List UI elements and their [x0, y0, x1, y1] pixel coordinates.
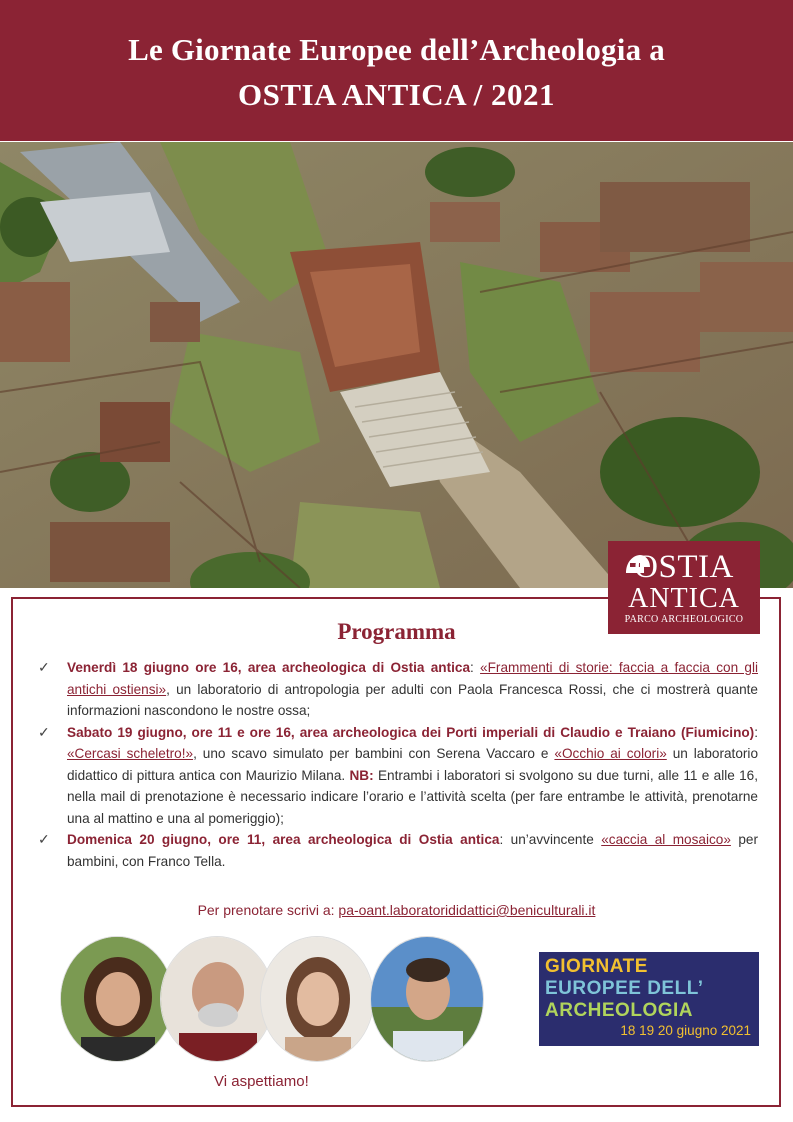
logo-antica: ANTICA [628, 583, 740, 614]
avatar [370, 936, 484, 1062]
avatar [60, 936, 174, 1062]
ostia-antica-logo [608, 541, 760, 634]
aerial-photo-illustration [0, 142, 793, 588]
list-item [38, 829, 758, 872]
separator: : un’avvincente [499, 832, 602, 847]
event-date-3: Domenica 20 giugno, ore 11, area archeologica di Ostia antica [67, 832, 500, 847]
closing-text: Vi aspettiamo! [214, 1073, 309, 1090]
gea-row-2: EUROPEE DELL’ [545, 978, 704, 999]
separator: : [754, 724, 758, 740]
aerial-photo-ostia [0, 142, 793, 588]
checkmark-icon: ✓ [38, 659, 50, 675]
checkmark-icon: ✓ [38, 723, 50, 740]
event-desc-2b: un laboratorio didattico di pittura antica con Maurizio Milana. [67, 746, 758, 783]
programme-list [38, 657, 758, 872]
header-banner [0, 0, 793, 141]
list-item [38, 722, 758, 830]
event-date-2: Sabato 19 giugno, ore 11 e ore 16, area archeologica dei Porti imperiali di Claudio e Traiano (Fiumicino) [67, 724, 755, 740]
event-desc-1: , un laboratorio di antropologia per adulti con Paola Francesca Rossi, che ci mostrerà quante informazioni nascondono le nostre ossa; [67, 681, 758, 718]
booking-label: Per prenotare scrivi a: [197, 902, 339, 918]
logo-parco: PARCO ARCHEOLOGICO [624, 614, 744, 625]
event-desc-3: per bambini, con Franco Tella. [67, 832, 758, 869]
gea-2021-logo [539, 952, 759, 1046]
speaker-portraits [60, 936, 500, 1066]
title-line-2: OSTIA ANTICA / 2021 [237, 77, 555, 112]
logo-ostia: OSTIA [634, 549, 734, 585]
event-link-frammenti[interactable]: «Frammenti di storie: faccia a faccia con gli antichi ostiensi» [67, 660, 758, 697]
list-item [38, 657, 758, 722]
title-line-1: Le Giornate Europee dell’Archeologia a [128, 32, 665, 67]
event-link-occhio[interactable]: «Occhio ai colori» [554, 746, 667, 761]
gea-row-1: GIORNATE [545, 956, 648, 977]
separator: : [470, 660, 481, 675]
event-date-1: Venerdì 18 giugno ore 16, area archeologica di Ostia antica [67, 660, 471, 675]
booking-email-link[interactable]: pa-oant.laboratorididattici@beniculturali.it [338, 902, 596, 918]
programme-title: Programma [337, 619, 456, 644]
event-link-cercasi[interactable]: «Cercasi scheletro!» [67, 746, 194, 761]
event-desc-2a: , uno scavo simulato per bambini con Serena Vaccaro e [193, 746, 555, 761]
checkmark-icon: ✓ [38, 831, 50, 847]
booking-line [0, 902, 793, 918]
nb-label: NB: [349, 767, 374, 783]
gea-dates: 18 19 20 giugno 2021 [620, 1023, 751, 1038]
avatar [160, 936, 274, 1062]
gea-row-3: ARCHEOLOGIA [545, 1000, 693, 1021]
avatar [260, 936, 374, 1062]
event-link-caccia[interactable]: «caccia al mosaico» [601, 832, 731, 847]
event-desc-2c: Entrambi i laboratori si svolgono su due turni, alle 11 e alle 16, nella mail di prenotazione è necessario indicare l’orario e l’attività scelta (per fare entrambe le attività, prenotarne una al mattino e una al pomeriggio); [67, 767, 758, 826]
